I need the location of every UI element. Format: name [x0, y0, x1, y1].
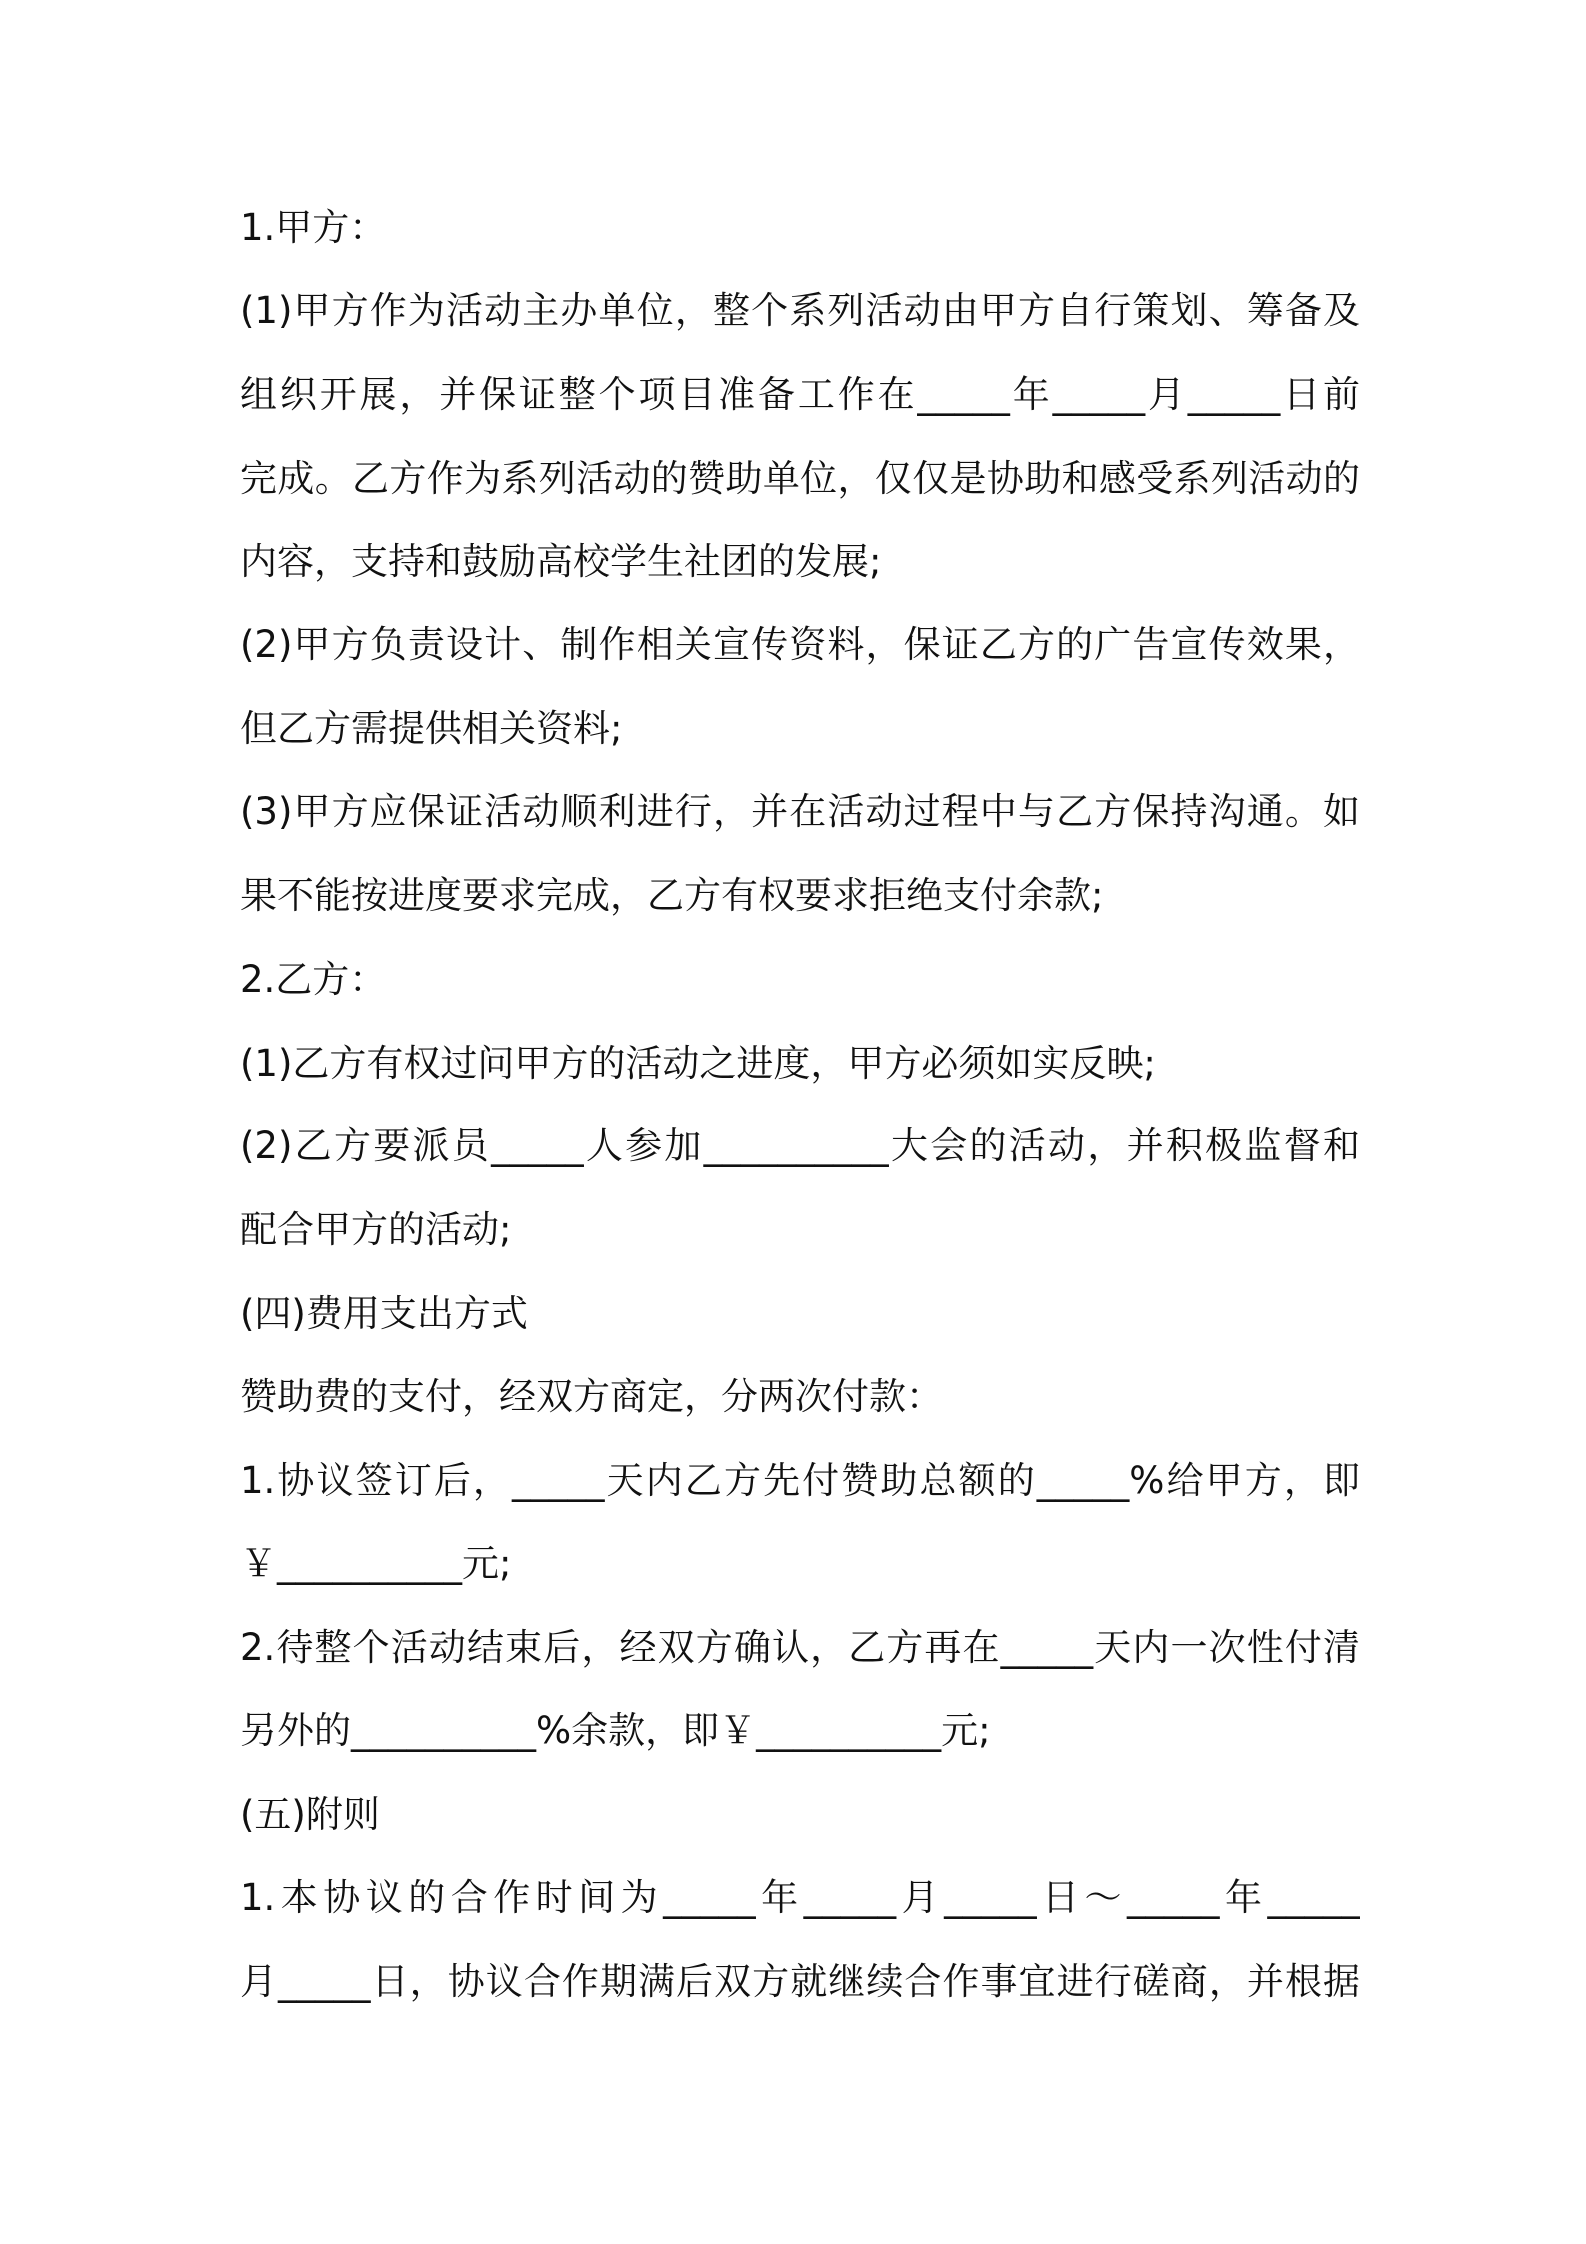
text-line: 内容，支持和鼓励高校学生社团的发展;: [240, 540, 882, 583]
text-line: 果不能按进度要求完成，乙方有权要求拒绝支付余款;: [240, 874, 1104, 917]
text-line: (五)附则: [240, 1793, 380, 1836]
text-line: (2)乙方要派员_____人参加__________大会的活动，并积极监督和: [240, 1124, 1360, 1167]
text-line: 配合甲方的活动;: [240, 1208, 512, 1251]
text-line: (四)费用支出方式: [240, 1292, 528, 1335]
text-line: 完成。乙方作为系列活动的赞助单位，仅仅是协助和感受系列活动的: [240, 457, 1360, 500]
text-line: 2.乙方：: [240, 958, 387, 1001]
text-line: 但乙方需提供相关资料;: [240, 707, 623, 750]
text-line: 1.协议签订后，_____天内乙方先付赞助总额的_____%给甲方，即: [240, 1459, 1360, 1502]
text-line: 1.本协议的合作时间为_____年_____月_____日～_____年_____: [240, 1876, 1360, 1919]
text-line: 组织开展，并保证整个项目准备工作在_____年_____月_____日前: [240, 373, 1360, 416]
text-line: 1.甲方：: [240, 206, 387, 249]
text-line: 赞助费的支付，经双方商定，分两次付款：: [240, 1375, 943, 1418]
text-line: (3)甲方应保证活动顺利进行，并在活动过程中与乙方保持沟通。如: [240, 790, 1360, 833]
text-line: (1)甲方作为活动主办单位，整个系列活动由甲方自行策划、筹备及: [240, 289, 1360, 332]
text-line: (1)乙方有权过问甲方的活动之进度，甲方必须如实反映;: [240, 1042, 1156, 1085]
text-line: (2)甲方负责设计、制作相关宣传资料，保证乙方的广告宣传效果，: [240, 623, 1360, 666]
text-line: 另外的__________%余款，即￥__________元;: [240, 1709, 991, 1752]
text-line: 月_____日，协议合作期满后双方就继续合作事宜进行磋商，并根据: [240, 1960, 1360, 2003]
text-line: 2.待整个活动结束后，经双方确认，乙方再在_____天内一次性付清: [240, 1626, 1360, 1669]
text-line: ￥__________元;: [240, 1542, 512, 1585]
